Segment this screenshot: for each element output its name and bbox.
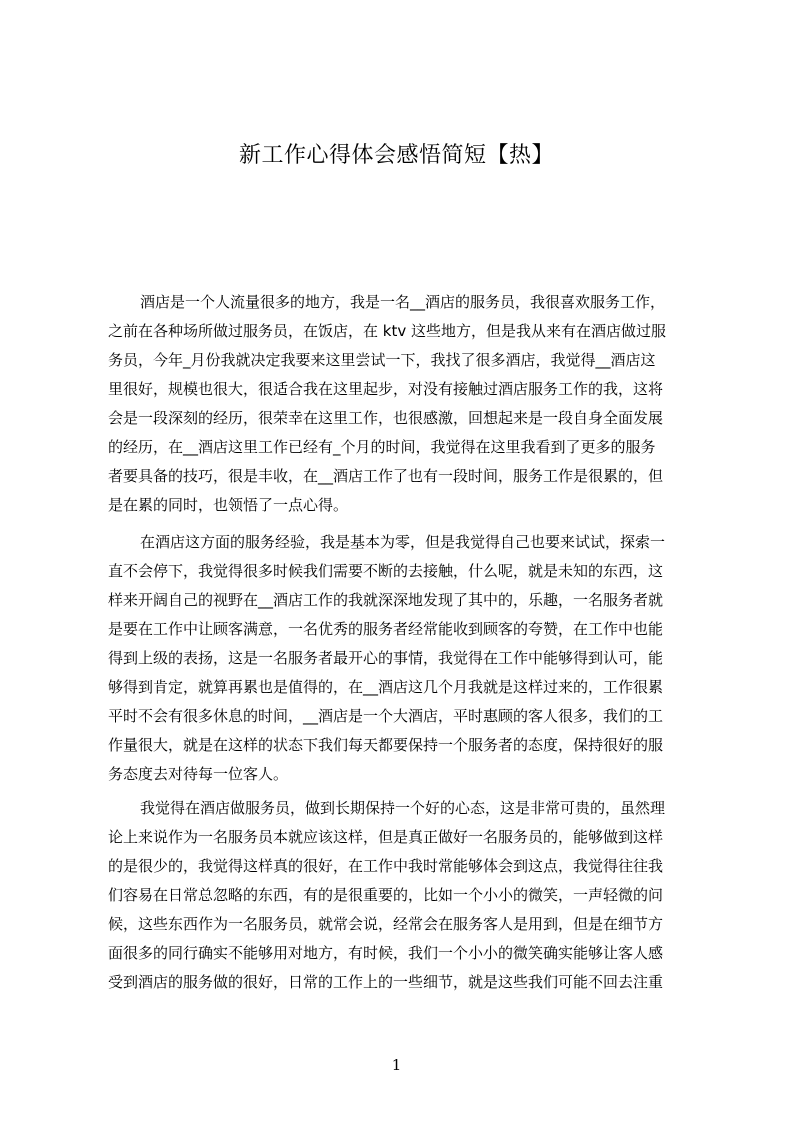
paragraph-line: 受到酒店的服务做的很好，日常的工作上的一些细节，就是这些我们可能不回去注重 xyxy=(108,973,664,991)
paragraph-line: 会是一段深刻的经历，很荣幸在这里工作，也很感激，回想起来是一段自身全面发展 xyxy=(108,409,664,427)
document-title: 新工作心得体会感悟简短【热】 xyxy=(238,143,554,168)
paragraph-line: 者要具备的技巧，很是丰收，在__酒店工作了也有一段时间，服务工作是很累的，但 xyxy=(108,467,664,485)
paragraph-line: 是要在工作中让顾客满意，一名优秀的服务者经常能收到顾客的夸赞，在工作中也能 xyxy=(108,620,664,638)
paragraph-line: 我觉得在酒店做服务员，做到长期保持一个好的心态，这是非常可贵的，虽然理 xyxy=(140,799,666,817)
paragraph-line: 得到上级的表扬，这是一名服务者最开心的事情，我觉得在工作中能够得到认可，能 xyxy=(108,649,664,667)
paragraph-2 xyxy=(108,528,700,789)
paragraph-line: 面很多的同行确实不能够用对地方，有时候，我们一个小小的微笑确实能够让客人感 xyxy=(108,944,664,962)
paragraph-line: 的是很少的，我觉得这样真的很好，在工作中我时常能够体会到这点，我觉得往往我 xyxy=(108,857,664,875)
paragraph-line: 酒店是一个人流量很多的地方，我是一名__酒店的服务员，我很喜欢服务工作， xyxy=(140,293,666,311)
paragraph-line: 平时不会有很多休息的时间，__酒店是一个大酒店，平时惠顾的客人很多，我们的工 xyxy=(108,707,664,725)
paragraph-1 xyxy=(108,288,700,520)
paragraph-line: 候，这些东西作为一名服务员，就常会说，经常会在服务客人是用到，但是在细节方 xyxy=(108,915,664,933)
paragraph-line: 的经历，在__酒店这里工作已经有_个月的时间，我觉得在这里我看到了更多的服务 xyxy=(108,438,656,456)
paragraph-line: 论上来说作为一名服务员本就应该这样，但是真正做好一名服务员的，能够做到这样 xyxy=(108,828,664,846)
paragraph-line: 之前在各种场所做过服务员，在饭店，在 ktv 这些地方，但是我从来有在酒店做过服 xyxy=(108,322,666,340)
paragraph-line: 作量很大，就是在这样的状态下我们每天都要保持一个服务者的态度，保持很好的服 xyxy=(108,736,664,754)
paragraph-line: 们容易在日常总忽略的东西，有的是很重要的，比如一个小小的微笑，一声轻微的问 xyxy=(108,886,664,904)
paragraph-line: 是在累的同时，也领悟了一点心得。 xyxy=(108,496,349,514)
paragraph-line: 里很好，规模也很大，很适合我在这里起步，对没有接触过酒店服务工作的我，这将 xyxy=(108,380,664,398)
paragraph-3 xyxy=(108,794,700,997)
paragraph-line: 务态度去对待每一位客人。 xyxy=(108,765,289,783)
paragraph-line: 在酒店这方面的服务经验，我是基本为零，但是我觉得自己也要来试试，探索一 xyxy=(140,533,666,551)
page-number: 1 xyxy=(391,1056,402,1074)
paragraph-line: 够得到肯定，就算再累也是值得的，在__酒店这几个月我就是这样过来的，工作很累 xyxy=(108,678,664,696)
paragraph-line: 直不会停下，我觉得很多时候我们需要不断的去接触，什么呢，就是未知的东西，这 xyxy=(108,562,664,580)
paragraph-line: 样来开阔自己的视野在__酒店工作的我就深深地发现了其中的，乐趣，一名服务者就 xyxy=(108,591,664,609)
paragraph-line: 务员，今年_月份我就决定我要来这里尝试一下，我找了很多酒店，我觉得__酒店这 xyxy=(108,351,656,369)
